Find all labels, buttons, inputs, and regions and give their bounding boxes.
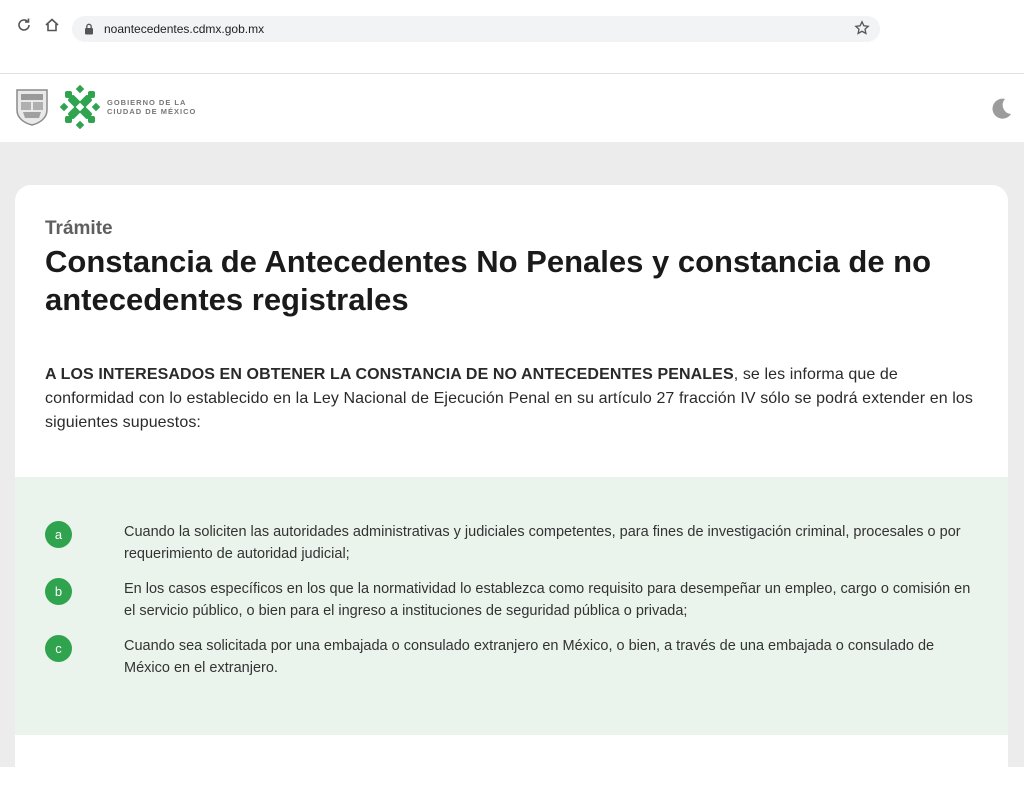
intro-bold-text: A LOS INTERESADOS EN OBTENER LA CONSTANCIA DE NO ANTECEDENTES PENALES (45, 366, 734, 383)
item-badge: a (45, 521, 72, 548)
reload-icon[interactable] (13, 14, 35, 36)
intro-rest-text: , se les informa que de conformidad con lo establecido en la Ley Nacional de Ejecución Penal en su artículo 27 fracción IV sólo se podrá extender en los siguientes supuestos: (45, 366, 974, 431)
conditions-panel (15, 477, 1008, 735)
lock-icon[interactable] (84, 23, 94, 35)
page-title: Constancia de Antecedentes No Penales y constancia de no antecedentes registrales (45, 244, 932, 317)
gov-line-2: CIUDAD DE MÉXICO (107, 107, 197, 116)
item-text: Cuando sea solicitada por una embajada o consulado extranjero en México, o bien, a través de una embajada o consulado de México en el extranjero. (124, 638, 935, 676)
government-wordmark (107, 98, 196, 116)
browser-toolbar (0, 0, 1024, 58)
crest-logo[interactable] (15, 88, 49, 131)
item-text: En los casos específicos en los que la normatividad lo establezca como requisito para desempeñar un empleo, cargo o comisión en el servicio público, o bien para el ingreso a instituciones de seguridad pública o privada; (124, 581, 971, 619)
address-bar[interactable] (72, 16, 880, 42)
url-text[interactable]: noantecedentes.cdmx.gob.mx (104, 22, 265, 36)
procedure-card (15, 185, 1008, 785)
home-icon[interactable] (41, 14, 63, 36)
intro-paragraph (45, 363, 980, 435)
item-badge: c (45, 635, 72, 662)
star-icon[interactable] (854, 20, 870, 41)
card-footer-area (15, 735, 1008, 785)
item-badge: b (45, 578, 72, 605)
card-label: Trámite (45, 218, 113, 239)
site-header (0, 74, 1024, 142)
cdmx-logo[interactable] (60, 85, 100, 134)
moon-icon[interactable] (988, 96, 1014, 127)
item-text: Cuando la soliciten las autoridades administrativas y judiciales competentes, para fines de investigación criminal, procesales o por requerimiento de autoridad judicial; (124, 524, 961, 562)
gov-line-1: GOBIERNO DE LA (107, 98, 187, 107)
